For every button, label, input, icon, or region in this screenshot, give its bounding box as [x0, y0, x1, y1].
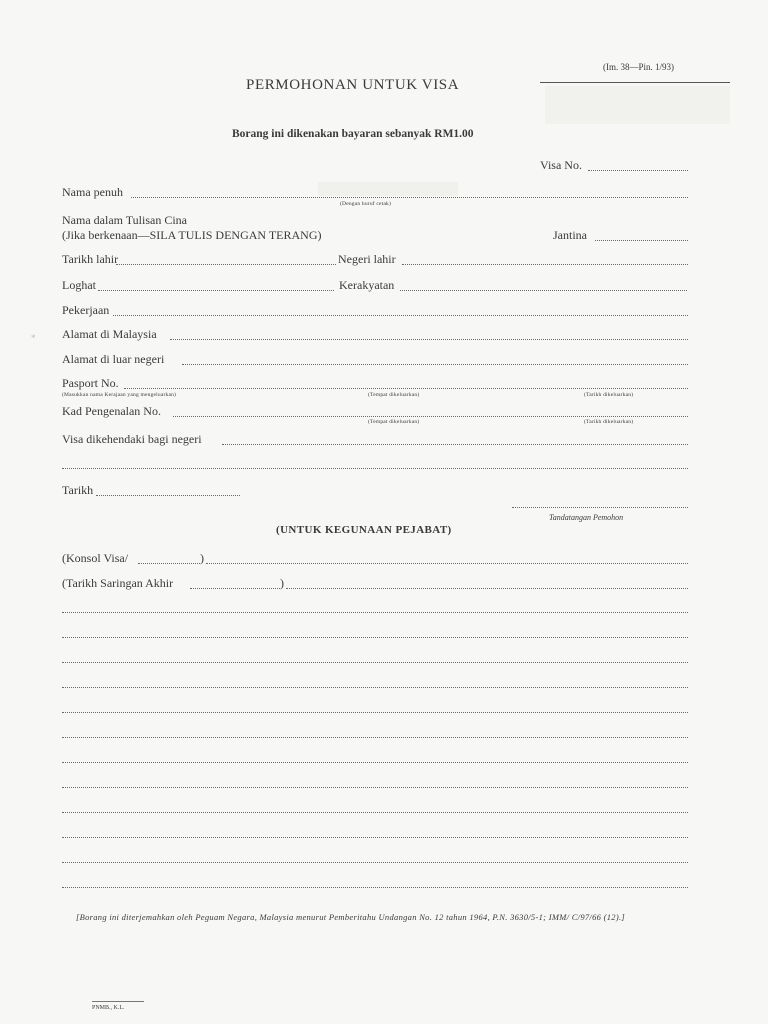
header-rule — [540, 82, 730, 83]
office-line[interactable] — [62, 762, 688, 763]
faint-mark — [318, 182, 458, 196]
footnote: [Borang ini diterjemahkan oleh Peguam Negara, Malaysia menurut Pemberitahu Undangan No. 12 tahun 1964, P.N. 3630/5-1; IMM/ C/97/66 (12).] — [76, 912, 626, 922]
saringan-line[interactable] — [286, 588, 688, 589]
saringan-label: (Tarikh Saringan Akhir — [62, 576, 174, 590]
konsol-field[interactable] — [138, 563, 200, 564]
margin-mark: * — [31, 333, 36, 343]
loghat-label: Loghat — [62, 278, 96, 292]
office-line[interactable] — [62, 787, 688, 788]
nama-penuh-label: Nama penuh — [62, 185, 123, 199]
form-code: (Im. 38—Pin. 1/93) — [603, 62, 674, 72]
printer-rule — [92, 1001, 144, 1002]
signature-field[interactable] — [512, 507, 688, 508]
visa-negeri-field[interactable] — [222, 444, 688, 445]
header-shadow — [545, 86, 730, 124]
office-line[interactable] — [62, 837, 688, 838]
kerakyatan-label: Kerakyatan — [339, 278, 395, 292]
office-line[interactable] — [62, 612, 688, 613]
office-line[interactable] — [62, 737, 688, 738]
kad-pengenalan-field[interactable] — [173, 416, 688, 417]
office-line[interactable] — [62, 687, 688, 688]
jantina-label: Jantina — [553, 228, 587, 242]
negeri-lahir-label: Negeri lahir — [338, 252, 396, 266]
tarikh-lahir-field[interactable] — [116, 264, 336, 265]
saringan-close: ) — [280, 576, 284, 590]
office-line[interactable] — [62, 812, 688, 813]
nama-penuh-field[interactable] — [131, 197, 688, 198]
kerakyatan-field[interactable] — [400, 290, 687, 291]
signature-label: Tandatangan Pemohon — [549, 513, 624, 522]
printer-mark: PNMB., K.L. — [92, 1005, 125, 1011]
fee-notice: Borang ini dikenakan bayaran sebanyak RM1.00 — [232, 128, 474, 140]
nama-cina-label: Nama dalam Tulisan Cina — [62, 213, 187, 227]
office-line[interactable] — [62, 637, 688, 638]
pasport-tempat-note: (Tempat dikeluarkan) — [368, 392, 420, 398]
negeri-lahir-field[interactable] — [402, 264, 688, 265]
pekerjaan-label: Pekerjaan — [62, 303, 110, 317]
visa-no-label: Visa No. — [540, 158, 582, 172]
visa-negeri-label: Visa dikehendaki bagi negeri — [62, 432, 202, 446]
office-line[interactable] — [62, 712, 688, 713]
kad-pengenalan-label: Kad Pengenalan No. — [62, 404, 161, 418]
kad-tempat-note: (Tempat dikeluarkan) — [368, 419, 420, 425]
office-line[interactable] — [62, 887, 688, 888]
saringan-field[interactable] — [190, 588, 280, 589]
office-line[interactable] — [62, 862, 688, 863]
tarikh-label: Tarikh — [62, 483, 94, 497]
jantina-field[interactable] — [595, 240, 688, 241]
kad-tarikh-note: (Tarikh dikeluarkan) — [584, 419, 634, 425]
office-line[interactable] — [62, 662, 688, 663]
tarikh-lahir-label: Tarikh lahir — [62, 252, 119, 266]
nama-cina-note: (Jika berkenaan—SILA TULIS DENGAN TERANG) — [62, 228, 322, 242]
form-title: PERMOHONAN UNTUK VISA — [246, 77, 460, 93]
konsol-line[interactable] — [206, 563, 688, 564]
nama-penuh-note: (Dengan huruf cetak) — [340, 201, 392, 207]
alamat-malaysia-field[interactable] — [170, 339, 688, 340]
alamat-luar-label: Alamat di luar negeri — [62, 352, 165, 366]
pekerjaan-field[interactable] — [113, 315, 688, 316]
alamat-malaysia-label: Alamat di Malaysia — [62, 327, 157, 341]
office-heading: (UNTUK KEGUNAAN PEJABAT) — [276, 524, 452, 536]
pasport-tarikh-note: (Tarikh dikeluarkan) — [584, 392, 634, 398]
tarikh-field[interactable] — [96, 495, 240, 496]
konsol-close: ) — [200, 551, 204, 565]
pasport-field[interactable] — [124, 388, 688, 389]
alamat-luar-field[interactable] — [182, 364, 688, 365]
visa-negeri-field-2[interactable] — [62, 468, 688, 469]
visa-no-field[interactable] — [588, 170, 688, 171]
loghat-field[interactable] — [98, 290, 334, 291]
pasport-note: (Masukkan nama Kerajaan yang mengeluarkan) — [62, 392, 177, 398]
konsol-label: (Konsol Visa/ — [62, 551, 129, 565]
pasport-label: Pasport No. — [62, 376, 119, 390]
